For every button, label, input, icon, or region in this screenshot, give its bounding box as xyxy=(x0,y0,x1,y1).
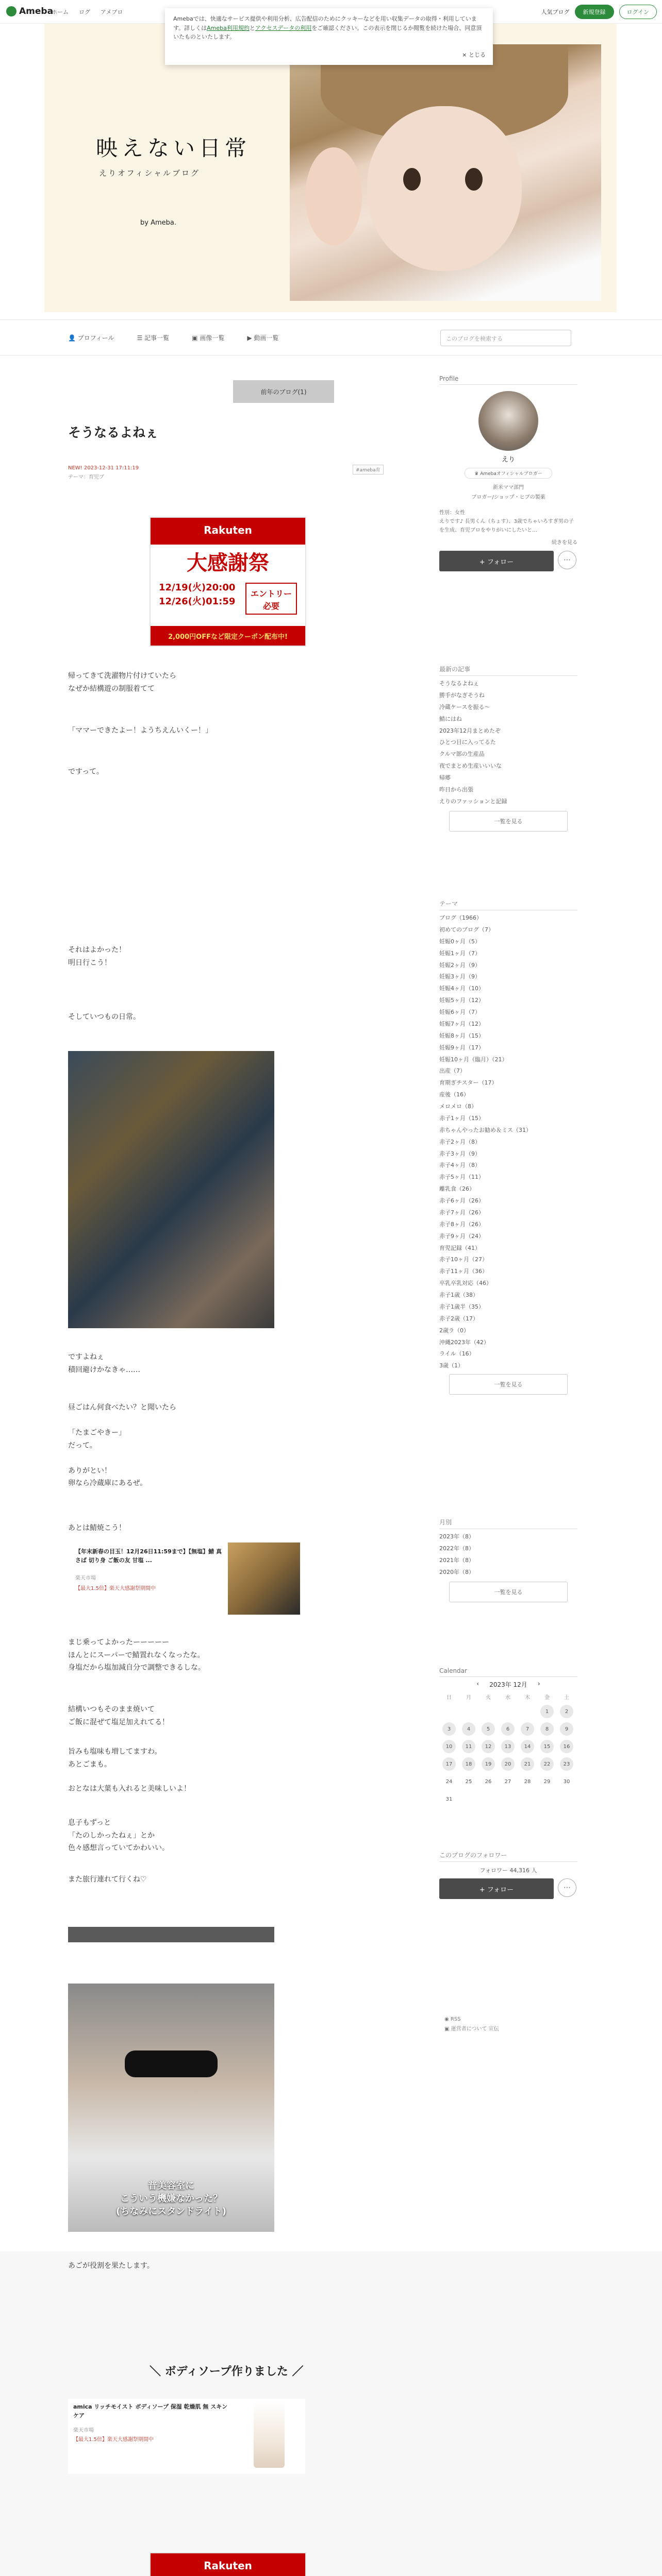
profile-bio: 性別：女性 えりです♪ 長男くん（ちょす）、3歳でちゃいろすぎ男の子を生成、育児ブロをやりがいにしたいと… xyxy=(439,510,574,533)
by-ameba-logo: by Ameba. xyxy=(140,219,176,227)
calendar-day-number[interactable]: 23 xyxy=(560,1757,573,1771)
notice-text: Amebaでは、快適なサービス提供や利用分析、広告配信のためにクッキーなどを用い収集データの取得・利用しています。詳しくは xyxy=(173,15,477,31)
prev-year-link[interactable]: 前年のブログ(1) xyxy=(233,380,334,403)
subnav-articles[interactable]: ☰ 記事一覧 xyxy=(137,334,170,342)
article-paragraph: ですよねぇ 積回避けかなきゃ…… xyxy=(68,1353,140,1374)
calendar-day-number: 31 xyxy=(445,1796,453,1802)
article-paragraph: 息子もずっと 「たのしかったねぇ」とか 色々感想言っていてかわいい。 xyxy=(68,1819,169,1852)
access-data-link[interactable]: アクセスデータの利用 xyxy=(255,24,312,31)
article-theme[interactable]: テーマ：育児ブ xyxy=(68,474,104,480)
product-card-shop: 楽天市場 xyxy=(75,1575,96,1581)
follow-button-2[interactable]: + フォロー xyxy=(439,1878,554,1899)
rss-icon: ◉ xyxy=(444,2016,451,2022)
dots-icon: ⋯ xyxy=(564,556,571,564)
latest-article-link[interactable]: 冷蔵ケースを振る〜 xyxy=(439,703,490,710)
calendar-day[interactable] xyxy=(459,1722,478,1736)
article-paragraph: おとなは大葉も入れると美味しいよ！ xyxy=(68,1785,191,1793)
theme-more-button[interactable]: 一覧を見る xyxy=(449,1374,568,1395)
calendar-day xyxy=(518,1705,537,1718)
calendar-day[interactable] xyxy=(498,1722,518,1736)
calendar-day-number[interactable]: 13 xyxy=(501,1740,515,1753)
section-heading: ＼ ボディソープ作りました ／ xyxy=(150,2365,304,2378)
theme-list xyxy=(439,910,577,1372)
calendar-day[interactable] xyxy=(537,1722,557,1736)
article-paragraph: 帰ってきて洗濯物片付けていたら なぜか結構遊の制服着てて xyxy=(68,672,176,693)
calendar-day-number[interactable]: 6 xyxy=(501,1722,515,1736)
calendar-day-number[interactable]: 22 xyxy=(540,1757,554,1771)
product-card-title: 【年末新春の目玉！12月26日11:59まで】【無塩】鯖 真さば 切り身 ご飯の友 甘塩 ... xyxy=(75,1548,222,1564)
latest-article-link[interactable]: ひとつ目に入ってるた xyxy=(439,739,496,746)
avatar[interactable] xyxy=(478,391,538,451)
theme-link[interactable]: 妊娠2ヶ月（9） xyxy=(439,961,481,969)
popular-blogs-link[interactable]: 人気ブログ xyxy=(541,9,570,15)
followers-heading: このブログのフォロワー xyxy=(439,1851,577,1862)
theme-link[interactable]: 赤子1歳半（35） xyxy=(439,1303,484,1310)
theme-link[interactable]: 赤子6ヶ月（26） xyxy=(439,1197,484,1204)
month-list xyxy=(439,1529,577,1579)
calendar-day-number: 25 xyxy=(465,1778,472,1785)
notice-close-button[interactable]: × とじる xyxy=(462,52,486,59)
top-right-actions xyxy=(541,5,657,19)
theme-link[interactable]: 妊娠4ヶ月（10） xyxy=(439,985,484,992)
calendar-weekday: 日 xyxy=(446,1695,452,1701)
calendar-day[interactable] xyxy=(518,1740,537,1753)
calendar-day[interactable] xyxy=(459,1740,478,1753)
calendar-weekday: 土 xyxy=(564,1695,569,1701)
calendar-day-number[interactable]: 14 xyxy=(521,1740,534,1753)
theme-link[interactable]: メロメロ（8） xyxy=(439,1103,477,1110)
calendar-day[interactable] xyxy=(459,1757,478,1771)
calendar-day[interactable] xyxy=(557,1757,576,1771)
calendar-heading: Calendar xyxy=(439,1667,577,1677)
theme-link[interactable]: 妊娠9ヶ月（17） xyxy=(439,1044,484,1051)
list-icon: ☰ xyxy=(137,334,145,342)
calendar-day-number[interactable]: 4 xyxy=(462,1722,475,1736)
latest-article-link[interactable]: 鯖にはね xyxy=(439,715,462,722)
heading-deco-right: ／ xyxy=(288,2365,304,2378)
top-nav-home[interactable]: ホーム xyxy=(52,9,69,15)
article-paragraph: あごが役割を果たします。 xyxy=(68,2262,154,2270)
month-link[interactable]: 2020年（8） xyxy=(439,1568,474,1575)
latest-more-button[interactable]: 一覧を見る xyxy=(449,811,568,832)
blog-search-input[interactable]: このブログを検索する xyxy=(440,330,571,346)
article-paragraph: それはよかった！ 明日行こう！ xyxy=(68,946,126,967)
theme-link[interactable]: 妊娠0ヶ月（5） xyxy=(439,938,481,945)
calendar-day-number: 30 xyxy=(563,1778,570,1785)
rakuten-ad-banner-2[interactable] xyxy=(150,2552,306,2576)
theme-link[interactable]: 離乳食（26） xyxy=(439,1185,475,1193)
calendar-prev-icon[interactable]: ‹ xyxy=(476,1680,479,1687)
calendar-weekday: 金 xyxy=(544,1695,550,1701)
info-icon: ▣ xyxy=(444,2026,451,2032)
calendar-day-number[interactable]: 10 xyxy=(442,1740,456,1753)
header-photo xyxy=(290,44,601,301)
top-nav-log[interactable]: ログ xyxy=(79,9,90,15)
article-paragraph: 旨みも塩味も増してますわ。 あとごまも。 xyxy=(68,1748,162,1769)
latest-article-link[interactable]: そうなるよねぇ xyxy=(439,680,479,687)
calendar-day[interactable] xyxy=(537,1740,557,1753)
calendar-day-number[interactable]: 12 xyxy=(482,1740,495,1753)
ameba-logo-icon xyxy=(6,6,16,16)
sidebar-latest xyxy=(439,665,577,832)
calendar-day-number[interactable]: 2 xyxy=(560,1705,573,1718)
theme-link[interactable]: 育児記録（41） xyxy=(439,1244,481,1251)
photo-eye-right xyxy=(465,168,483,191)
ad-coupon: 2,000円OFFなど限定クーポン配布中! xyxy=(151,626,305,646)
article-paragraph: そしていつもの日常。 xyxy=(68,1013,140,1021)
calendar-day-number[interactable]: 18 xyxy=(462,1757,475,1771)
calendar-day[interactable] xyxy=(518,1757,537,1771)
calendar-day xyxy=(478,1705,498,1718)
terms-link[interactable]: Ameba利用規約 xyxy=(207,24,250,31)
calendar-day[interactable] xyxy=(478,1722,498,1736)
calendar-day-number[interactable]: 21 xyxy=(521,1757,534,1771)
article-paragraph: 昼ごはん何食べたい？と聞いたら 「たまごやきー」 だって。 ありがとい！ 卵なら冷蔵庫にあるぜ。 xyxy=(68,1403,176,1487)
subnav-profile[interactable]: 👤 プロフィール xyxy=(68,334,114,342)
calendar-day xyxy=(498,1775,518,1788)
calendar-day-number[interactable]: 16 xyxy=(560,1740,573,1753)
month-link[interactable]: 2021年（8） xyxy=(439,1556,474,1564)
sidebar-calendar xyxy=(439,1667,577,1806)
calendar-day-number: 24 xyxy=(445,1778,453,1785)
calendar-day-number[interactable]: 3 xyxy=(442,1722,456,1736)
dots-icon: ⋯ xyxy=(564,1884,571,1892)
profile-heading: Profile xyxy=(439,375,577,385)
latest-article-link[interactable]: 夜でまとめ生産いいいな xyxy=(439,762,502,770)
sidebar-misc xyxy=(444,2014,499,2034)
latest-list xyxy=(439,676,577,808)
calendar-day-number xyxy=(462,1705,475,1718)
calendar-day xyxy=(439,1775,459,1788)
calendar-day[interactable] xyxy=(557,1740,576,1753)
calendar-day-number: 26 xyxy=(485,1778,492,1785)
calendar-next-icon[interactable]: › xyxy=(537,1680,540,1687)
operator-link[interactable]: ▣ 運営者について 宣伝 xyxy=(444,2026,499,2032)
calendar-day-number[interactable]: 9 xyxy=(560,1722,573,1736)
article-date: NEW! 2023-12-31 17:11:19 xyxy=(68,465,139,471)
product-card-price: 【最大1.5倍】楽天大感謝祭期間中 xyxy=(75,1586,156,1591)
blog-subtitle: えりオフィシャルブログ xyxy=(99,168,201,178)
more-options-button-2[interactable] xyxy=(558,1878,576,1897)
calendar-day[interactable] xyxy=(498,1740,518,1753)
sidebar-profile xyxy=(439,375,577,571)
calendar-grid xyxy=(439,1693,577,1806)
calendar-day-number xyxy=(521,1705,534,1718)
calendar-day-number xyxy=(482,1705,495,1718)
calendar-weekday: 木 xyxy=(525,1695,530,1701)
calendar-day xyxy=(478,1775,498,1788)
blog-title[interactable]: 映えない日常 xyxy=(96,135,251,161)
theme-link[interactable]: 赤子9ヶ月（24） xyxy=(439,1232,484,1240)
theme-link[interactable]: 赤子10ヶ月（27） xyxy=(439,1256,488,1263)
calendar-day-number[interactable]: 11 xyxy=(462,1740,475,1753)
theme-link[interactable]: 赤子1ヶ月（15） xyxy=(439,1114,484,1122)
register-button[interactable]: 新規登録 xyxy=(575,5,614,19)
product-card-price: 【最大1.5倍】楽天大感謝祭期間中 xyxy=(73,2437,154,2443)
calendar-day[interactable] xyxy=(439,1757,459,1771)
theme-link[interactable]: 2歳ラ（0） xyxy=(439,1327,469,1334)
calendar-day-number[interactable]: 17 xyxy=(442,1757,456,1771)
theme-link[interactable]: 卒乳卒乳対応（46） xyxy=(439,1280,492,1287)
latest-article-link[interactable]: 勝手がなぎそうね xyxy=(439,691,485,699)
calendar-day[interactable] xyxy=(557,1705,576,1718)
theme-link[interactable]: 産後（16） xyxy=(439,1091,469,1098)
calendar-weekday: 火 xyxy=(486,1695,491,1701)
month-more-button[interactable]: 一覧を見る xyxy=(449,1582,568,1602)
calendar-day-number xyxy=(501,1705,515,1718)
calendar-day xyxy=(439,1705,459,1718)
theme-link[interactable]: 赤子3ヶ月（9） xyxy=(439,1150,481,1157)
calendar-day xyxy=(498,1705,518,1718)
article-paragraph: 「ママーできたよー！ようちえんいくー！」 xyxy=(68,726,212,735)
theme-link[interactable]: 妊娠3ヶ月（9） xyxy=(439,973,481,980)
theme-link[interactable]: 妊娠6ヶ月（7） xyxy=(439,1009,481,1015)
theme-link[interactable]: 育期ぎチスター（17） xyxy=(439,1079,498,1087)
photo-eye-left xyxy=(403,168,421,191)
theme-link[interactable]: 妊娠10ヶ月（臨月）（21） xyxy=(439,1056,508,1063)
article-paragraph: 結構いつもそのまま焼いて ご飯に混ぜて塩足加えれてる！ xyxy=(68,1705,169,1726)
theme-link[interactable]: 赤子8ヶ月（26） xyxy=(439,1221,484,1228)
sidebar-themes xyxy=(439,899,577,1395)
latest-article-link[interactable]: 2023年12月まとめたぞ xyxy=(439,727,501,734)
theme-link[interactable]: 妊娠8ヶ月（15） xyxy=(439,1032,484,1039)
calendar-day-number: 28 xyxy=(524,1778,531,1785)
more-options-button[interactable] xyxy=(558,551,576,569)
calendar-day[interactable] xyxy=(439,1740,459,1753)
calendar-day[interactable] xyxy=(498,1757,518,1771)
ad-headline: 大感謝祭 xyxy=(187,551,269,575)
month-link[interactable]: 2022年（8） xyxy=(439,1545,474,1552)
product-card-bodysoap[interactable] xyxy=(68,2399,305,2474)
calendar-day-number[interactable]: 5 xyxy=(482,1722,495,1736)
theme-link[interactable]: 赤子2ヶ月（8） xyxy=(439,1138,481,1145)
product-card-image xyxy=(254,2401,285,2468)
calendar-day-number[interactable]: 7 xyxy=(521,1722,534,1736)
theme-link[interactable]: 赤子7ヶ月（26） xyxy=(439,1209,484,1216)
theme-link[interactable]: 赤子1歳（38） xyxy=(439,1292,478,1298)
product-card[interactable] xyxy=(68,1543,305,1620)
profile-profession: ブロガー/ショップ・ヒブの製薬 xyxy=(471,495,545,500)
theme-link[interactable]: 赤子2歳（17） xyxy=(439,1315,478,1322)
theme-link[interactable]: 初めてのブログ（7） xyxy=(439,926,494,933)
theme-link[interactable]: 3歳（1） xyxy=(439,1362,464,1369)
product-card-title: amica リッチモイスト ボディソープ 保湿 乾燥肌 無 スキンケア xyxy=(73,2403,228,2419)
latest-heading: 最新の記事 xyxy=(439,665,577,676)
calendar-day[interactable] xyxy=(518,1722,537,1736)
photo-overlay-caption: 普美容室に こういう機嫌なかった？ (ちなみにスタンドライト) xyxy=(116,2180,226,2217)
top-nav xyxy=(52,8,123,16)
rakuten-ad-banner[interactable] xyxy=(150,517,306,647)
ad-date-end: 12/26(火)01:59 xyxy=(159,596,236,607)
profile-category: 新米ママ部門 xyxy=(493,485,524,490)
sidebar-monthly xyxy=(439,1518,577,1602)
latest-article-link[interactable]: 帰郷 xyxy=(439,774,451,781)
calendar-day xyxy=(557,1775,576,1788)
calendar-day xyxy=(459,1705,478,1718)
subnav-videos[interactable]: ▶ 動画一覧 xyxy=(247,334,279,342)
calendar-day[interactable] xyxy=(537,1705,557,1718)
child-sunglasses-photo[interactable] xyxy=(68,1984,274,2232)
latest-article-link[interactable]: 昨日から出張 xyxy=(439,786,473,793)
top-nav-ameblo[interactable]: アメブロ xyxy=(101,9,123,15)
blog-subnav xyxy=(0,319,662,355)
calendar-day-number[interactable]: 1 xyxy=(540,1705,554,1718)
calendar-day[interactable] xyxy=(557,1722,576,1736)
calendar-day-number[interactable]: 8 xyxy=(540,1722,554,1736)
follow-button[interactable]: + フォロー xyxy=(439,551,554,571)
calendar-day[interactable] xyxy=(537,1757,557,1771)
sidebar-followers xyxy=(439,1851,577,1899)
theme-link[interactable]: 妊娠5ヶ月（12） xyxy=(439,997,484,1004)
toys-photo[interactable] xyxy=(68,1051,274,1328)
latest-article-link[interactable]: クルマ部の生産品 xyxy=(439,751,485,758)
ad-brand: Rakuten xyxy=(151,518,305,545)
ameba-logo[interactable]: Ameba xyxy=(6,6,53,16)
calendar-day xyxy=(459,1775,478,1788)
calendar-day-number: 29 xyxy=(543,1778,551,1785)
theme-link[interactable]: ライル（16） xyxy=(439,1350,475,1358)
follower-count: フォロワー 44,316 人 xyxy=(479,1867,537,1874)
calendar-day-number xyxy=(442,1705,456,1718)
calendar-day-number[interactable]: 19 xyxy=(482,1757,495,1771)
calendar-day xyxy=(537,1775,557,1788)
crown-icon: ♛ xyxy=(474,471,481,477)
theme-link[interactable]: 沖縄2023年（42） xyxy=(439,1338,489,1346)
month-heading: 月別 xyxy=(439,1518,577,1529)
theme-heading: テーマ xyxy=(439,899,577,910)
image-icon: ▣ xyxy=(192,334,200,342)
article-hashtag[interactable]: #ameba育 xyxy=(353,465,384,474)
theme-link[interactable]: 妊娠7ヶ月（12） xyxy=(439,1020,484,1027)
product-card-image xyxy=(228,1543,300,1615)
calendar-month-label: 2023年 12月 xyxy=(489,1681,527,1688)
article-paragraph: あとは鯖焼こう！ xyxy=(68,1524,126,1532)
calendar-weekday: 水 xyxy=(505,1695,510,1701)
theme-link[interactable]: ブログ（1966） xyxy=(439,914,482,921)
month-link[interactable]: 2023年（8） xyxy=(439,1533,474,1540)
ad-date-start: 12/19(火)20:00 xyxy=(159,582,236,593)
theme-link[interactable]: 赤子5ヶ月（11） xyxy=(439,1174,484,1181)
theme-link[interactable]: 赤子11ヶ月（36） xyxy=(439,1268,488,1275)
cookie-notice: Amebaでは、快適なサービス提供や利用分析、広告配信のためにクッキーなどを用い収集データの取得・利用しています。詳しくはAmeba利用規約とアクセスデータの利用をご確認ください。この表示を閉じるか閲覧を続けた場合、同意頂いたものといたします。 × とじる xyxy=(165,8,493,65)
theme-link[interactable]: 赤子4ヶ月（8） xyxy=(439,1162,481,1169)
theme-link[interactable]: 出産（7） xyxy=(439,1067,466,1075)
rss-link[interactable]: ◉ RSS xyxy=(444,2016,461,2022)
calendar-day-number: 27 xyxy=(504,1778,511,1785)
calendar-day xyxy=(439,1792,459,1806)
profile-name[interactable]: えり xyxy=(501,456,515,464)
calendar-day-number[interactable]: 20 xyxy=(501,1757,515,1771)
theme-link[interactable]: 妊娠1ヶ月（7） xyxy=(439,950,481,957)
article-paragraph: まじ乗ってよかったーーーーー ほんとにスーパーで鯖置れなくなったな。 身塩だから塩加減自分で調整できるしな。 xyxy=(68,1638,205,1672)
calendar-day[interactable] xyxy=(478,1757,498,1771)
sunglasses-shape xyxy=(125,2050,218,2077)
login-button[interactable]: ログイン xyxy=(619,5,657,19)
photo-hand xyxy=(305,147,362,245)
calendar-day[interactable] xyxy=(439,1722,459,1736)
video-icon: ▶ xyxy=(247,334,254,342)
profile-icon: 👤 xyxy=(68,334,78,342)
calendar-day[interactable] xyxy=(478,1740,498,1753)
ad-entry-badge: エントリー 必要 xyxy=(245,583,297,615)
calendar-weekday: 月 xyxy=(466,1695,471,1701)
calendar-day-number[interactable]: 15 xyxy=(540,1740,554,1753)
calendar-day xyxy=(518,1775,537,1788)
photo-preview-strip xyxy=(68,1927,274,1942)
subnav-images[interactable]: ▣ 画像一覧 xyxy=(192,334,225,342)
official-blogger-badge: ♛ Amebaオフィシャルブロガー xyxy=(465,468,552,479)
article-title[interactable]: そうなるよねぇ xyxy=(68,425,159,440)
latest-article-link[interactable]: えりのファッションと記録 xyxy=(439,798,507,805)
ad-brand: Rakuten xyxy=(151,2553,305,2576)
theme-link[interactable]: 赤ちゃんやったお勧め＆ミス（31） xyxy=(439,1126,532,1133)
article-paragraph: ですって。 xyxy=(68,768,104,776)
article-meta xyxy=(68,464,139,482)
article-paragraph: また旅行連れて行くね♡ xyxy=(68,1875,147,1884)
profile-more-link[interactable]: 続きを見る xyxy=(552,540,577,546)
heading-deco-left: ＼ xyxy=(150,2365,165,2378)
product-card-shop: 楽天市場 xyxy=(73,2428,94,2433)
photo-face xyxy=(367,106,522,271)
